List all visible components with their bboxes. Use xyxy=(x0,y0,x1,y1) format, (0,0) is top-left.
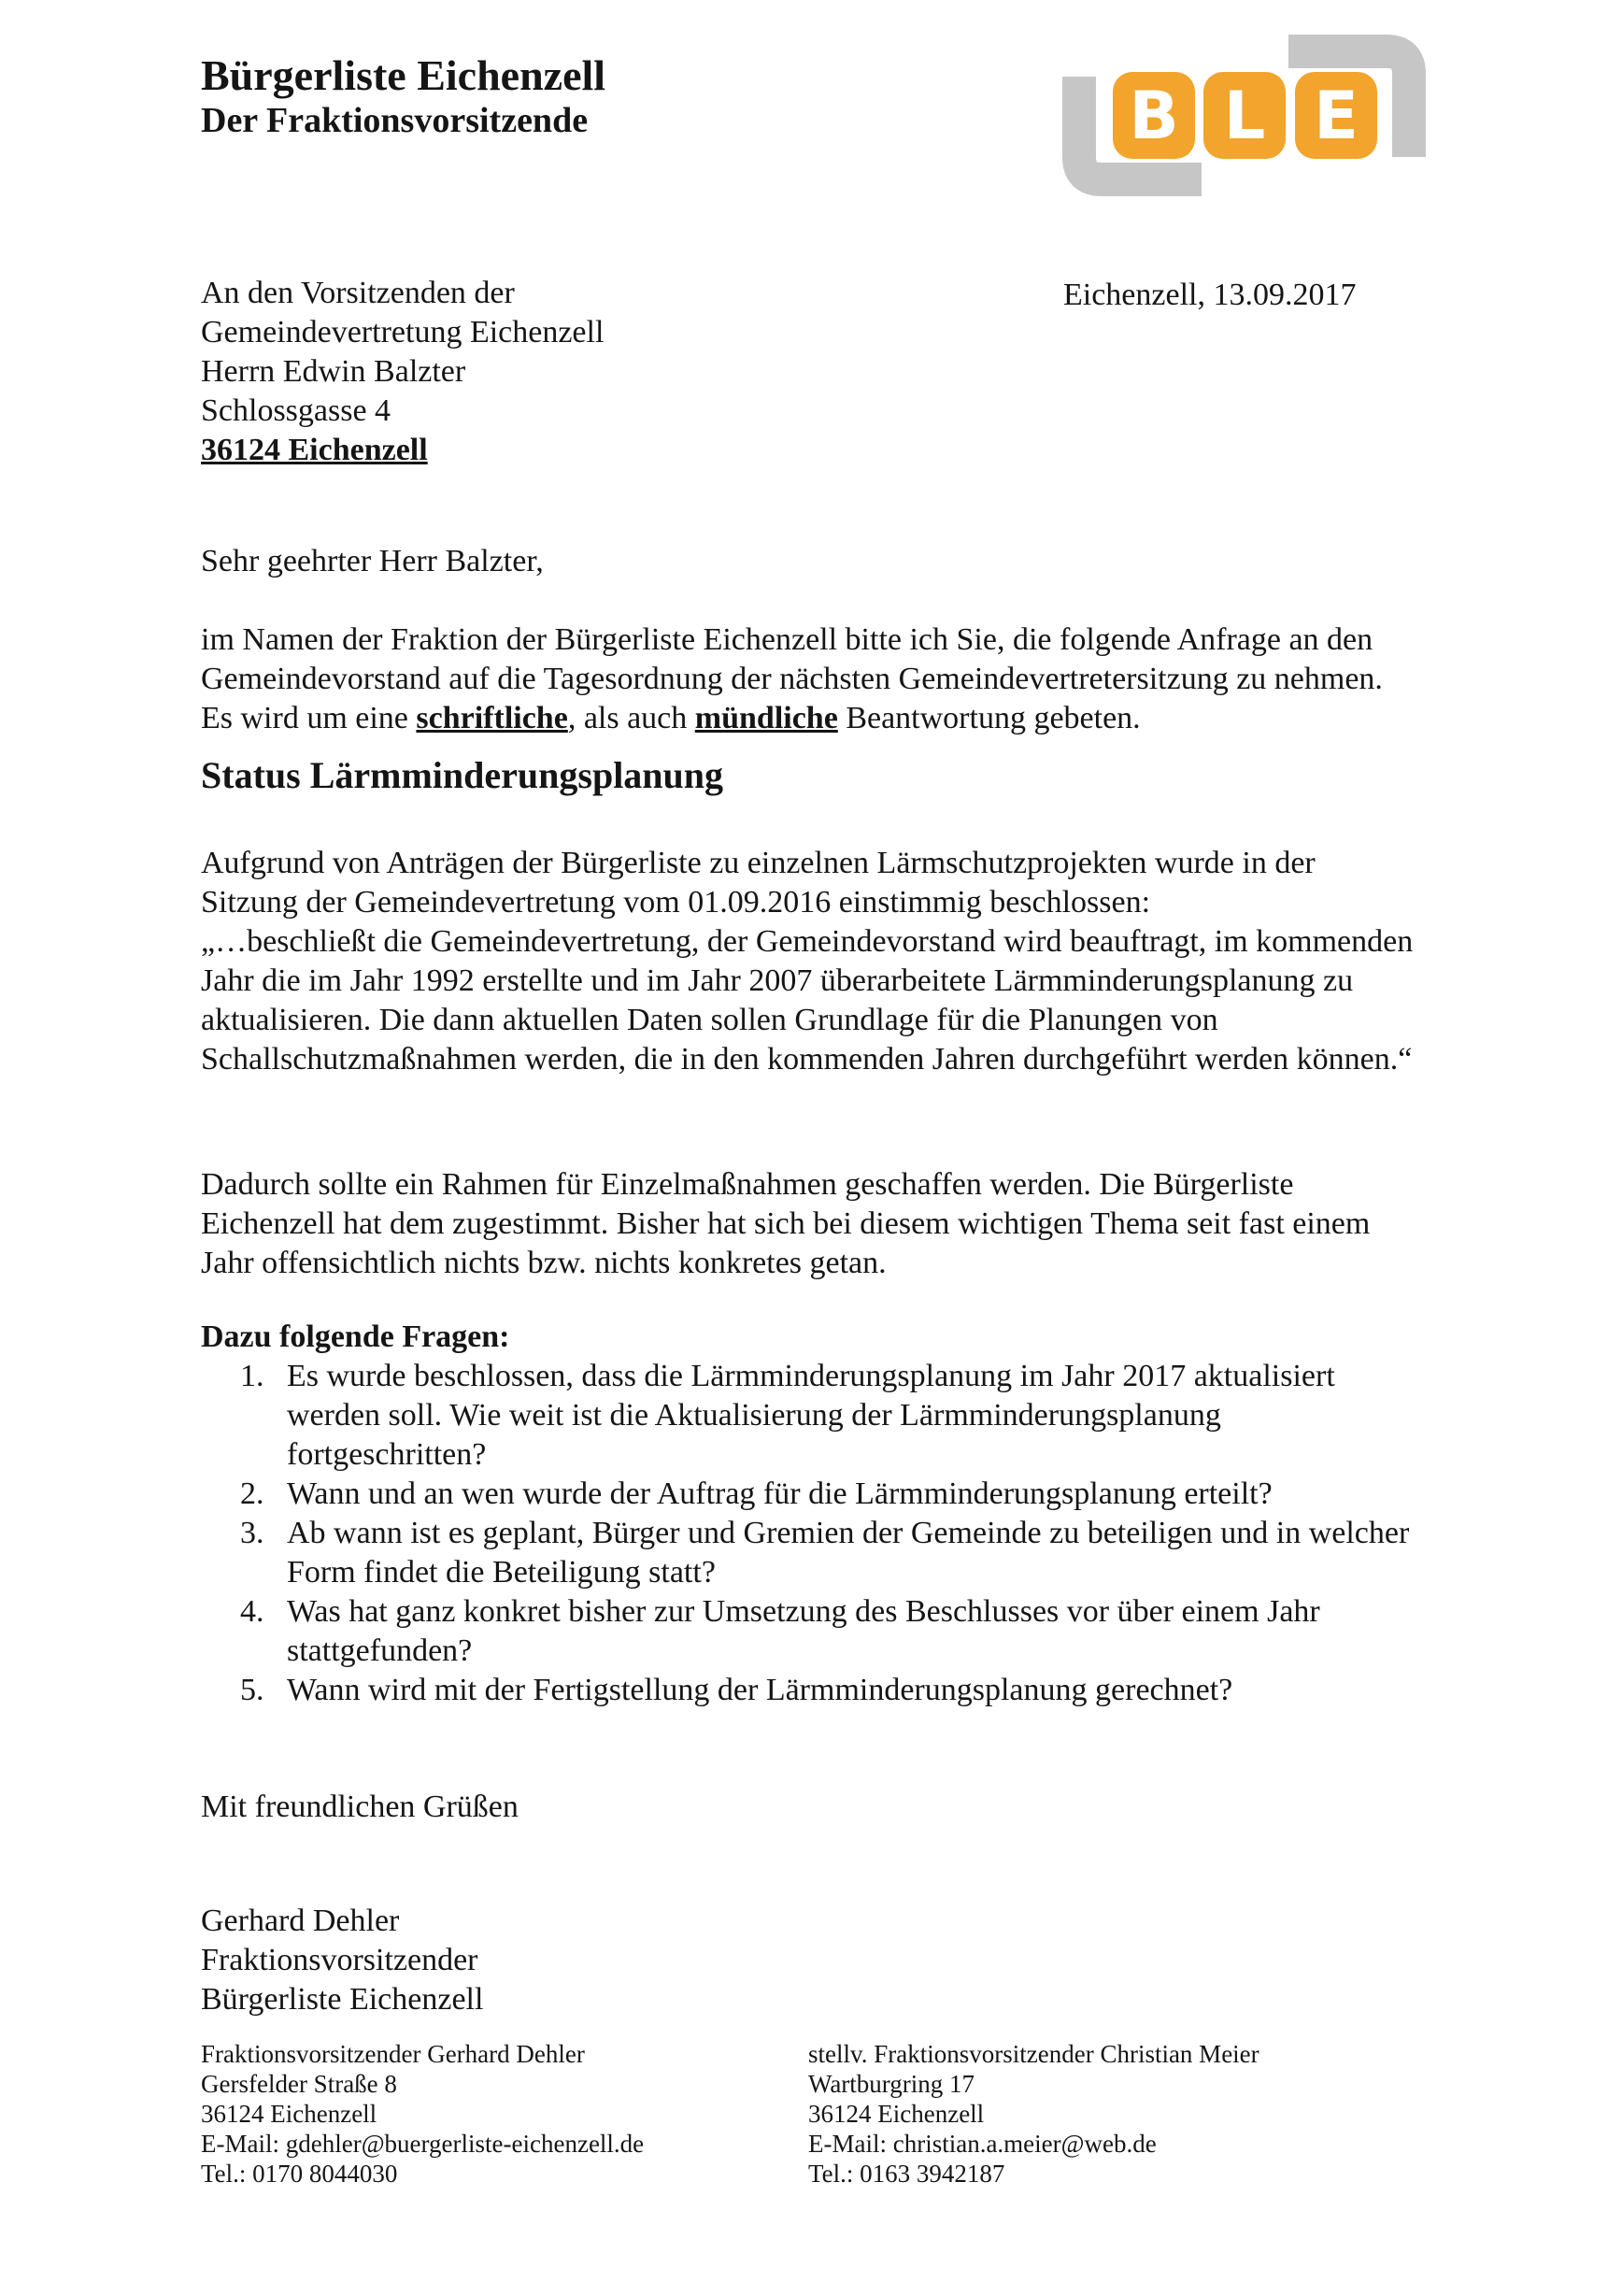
signature-name: Gerhard Dehler xyxy=(201,1904,400,1938)
frame-paragraph: Dadurch sollte ein Rahmen für Einzelmaßnahmen geschaffen werden. Die Bürgerliste Eichenzell hat dem zugestimmt. Bisher hat sich bei diesem wichtigen Thema seit fast einem Jahr offensichtlich nichts bzw. nichts konkretes getan. xyxy=(201,1167,1371,1280)
signature-block xyxy=(201,1902,483,2019)
footer-right-name: stellv. Fraktionsvorsitzender Christian Meier xyxy=(808,2040,1259,2068)
list-item-text: Ab wann ist es geplant, Bürger und Gremien der Gemeinde zu beteiligen und in welcher Form findet die Beteiligung statt? xyxy=(287,1516,1410,1590)
intro-text-part: Beantwortung gebeten. xyxy=(837,701,1141,735)
date-line: Eichenzell, 13.09.2017 xyxy=(1063,278,1357,312)
footer-right-street: Wartburgring 17 xyxy=(808,2070,975,2098)
footer-left xyxy=(201,2039,780,2189)
recipient-line: Herrn Edwin Balzter xyxy=(201,354,466,389)
logo-letter-b: B xyxy=(1129,78,1179,154)
background-block xyxy=(201,844,1416,1079)
logo-letter-l: L xyxy=(1223,78,1266,154)
list-item xyxy=(201,1514,1416,1592)
list-item-number: 1. xyxy=(240,1359,264,1393)
footer-left-name: Fraktionsvorsitzender Gerhard Dehler xyxy=(201,2040,585,2068)
intro-text-part: im Namen der Fraktion der Bürgerliste Eichenzell bitte ich Sie, die folgende Anfrage an den Gemeindevorstand auf die Tagesordnung der nächsten Gemeindevertretersitzung zu nehmen. Es wird um eine xyxy=(201,622,1383,735)
signature-role: Fraktionsvorsitzender xyxy=(201,1943,478,1977)
letterhead-org: Bürgerliste Eichenzell xyxy=(201,51,606,99)
intro-emph-schriftliche: schriftliche xyxy=(416,701,568,735)
list-item xyxy=(201,1357,1416,1475)
list-item-text: Was hat ganz konkret bisher zur Umsetzung des Beschlusses vor über einem Jahr stattgefunden? xyxy=(287,1594,1320,1668)
closing: Mit freundlichen Grüßen xyxy=(201,1790,519,1824)
recipient-city-line: 36124 Eichenzell xyxy=(201,433,428,467)
letterhead-role: Der Fraktionsvorsitzende xyxy=(201,101,589,141)
footer-left-phone: Tel.: 0170 8044030 xyxy=(201,2160,398,2188)
questions-heading: Dazu folgende Fragen: xyxy=(201,1319,510,1354)
list-item-number: 5. xyxy=(240,1673,264,1707)
list-item-text: Wann und an wen wurde der Auftrag für die Lärmminderungsplanung erteilt? xyxy=(287,1476,1273,1511)
footer-right xyxy=(808,2039,1416,2189)
background-paragraph: Aufgrund von Anträgen der Bürgerliste zu einzelnen Lärmschutzprojekten wurde in der Sitzung der Gemeindevertretung vom 01.09.2016 einstimmig beschlossen: xyxy=(201,846,1316,920)
ble-logo xyxy=(1060,17,1430,209)
intro-text-part: , als auch xyxy=(567,701,695,735)
list-item-text: Es wurde beschlossen, dass die Lärmminderungsplanung im Jahr 2017 aktualisiert werden soll. Wie weit ist die Aktualisierung der Lärmminderungsplanung fortgeschritten? xyxy=(287,1359,1335,1472)
list-item xyxy=(201,1671,1416,1710)
footer-left-city: 36124 Eichenzell xyxy=(201,2100,377,2128)
quote-paragraph: „…beschließt die Gemeindevertretung, der Gemeindevorstand wird beauftragt, im kommenden Jahr die im Jahr 1992 erstellte und im Jahr 2007 überarbeitete Lärmminderungsplanung zu aktualisieren. Die dann aktuellen Daten sollen Grundlage für die Planungen von Schallschutzmaßnahmen werden, die in den kommenden Jahren durchgeführt werden können.“ xyxy=(201,924,1414,1077)
footer-right-email: E-Mail: christian.a.meier@web.de xyxy=(808,2130,1157,2158)
questions-list xyxy=(201,1357,1416,1710)
footer-left-email: E-Mail: gdehler@buergerliste-eichenzell.de xyxy=(201,2130,645,2158)
recipient-line: Schlossgasse 4 xyxy=(201,393,391,428)
list-item xyxy=(201,1475,1416,1514)
salutation: Sehr geehrter Herr Balzter, xyxy=(201,544,544,578)
ble-logo-graphic xyxy=(1060,17,1430,209)
list-item xyxy=(201,1592,1416,1671)
footer-left-street: Gersfelder Straße 8 xyxy=(201,2070,397,2098)
signature-org: Bürgerliste Eichenzell xyxy=(201,1982,484,2017)
subject-heading: Status Lärmminderungsplanung xyxy=(201,754,724,796)
letterhead xyxy=(201,50,605,142)
logo-letter-e: E xyxy=(1314,78,1359,154)
intro-emph-muendliche: mündliche xyxy=(694,701,838,735)
recipient-line: An den Vorsitzenden der xyxy=(201,276,515,310)
recipient-address xyxy=(201,274,604,470)
recipient-line: Gemeindevertretung Eichenzell xyxy=(201,315,605,349)
footer-right-city: 36124 Eichenzell xyxy=(808,2100,985,2128)
list-item-number: 4. xyxy=(240,1594,264,1629)
list-item-number: 3. xyxy=(240,1516,264,1550)
intro-paragraph xyxy=(201,620,1416,738)
list-item-text: Wann wird mit der Fertigstellung der Lärmminderungsplanung gerechnet? xyxy=(287,1673,1233,1707)
list-item-number: 2. xyxy=(240,1476,264,1511)
footer-right-phone: Tel.: 0163 3942187 xyxy=(808,2160,1005,2188)
